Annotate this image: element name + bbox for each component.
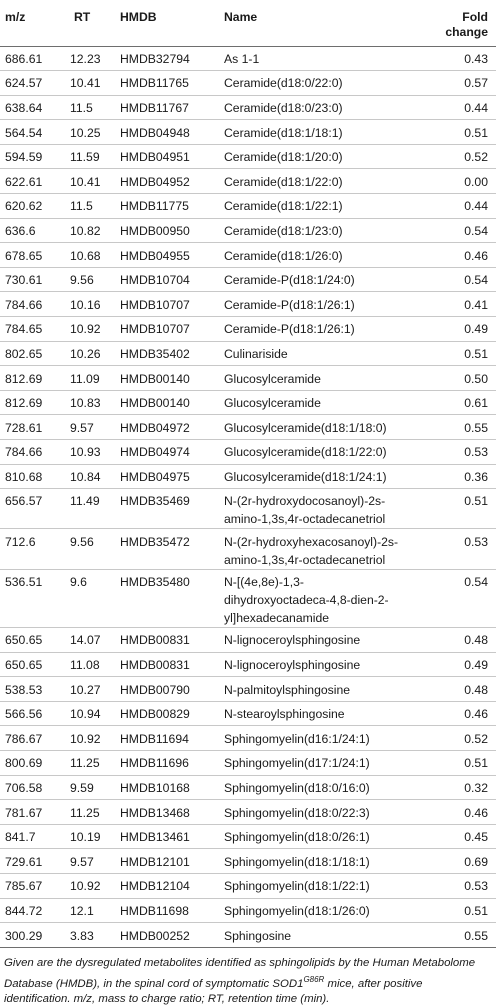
cell-hmdb: HMDB35480 [120,575,190,590]
header-hmdb: HMDB [116,0,214,46]
table-header [0,0,496,46]
cell-name-line: Glucosylceramide(d18:1/24:1) [224,469,387,484]
cell-mz: 656.57 [5,494,43,509]
cell-hmdb: HMDB00831 [120,633,190,648]
cell-rt: 11.09 [70,371,100,386]
cell-name [224,776,426,797]
cell-name [224,489,426,528]
cell-name-line: N-(2r-hydroxydocosanoyl)-2s- [224,494,386,509]
cell-fold-change: 0.00 [464,174,488,189]
table-row [0,726,496,751]
cell-mz: 594.59 [5,150,43,165]
cell-fold-change: 0.53 [464,445,488,460]
cell-fold-change: 0.53 [464,879,488,894]
cell-mz: 784.66 [5,445,43,460]
table-row [0,243,496,268]
cell-name [224,529,426,568]
cell-hmdb: HMDB00140 [120,371,190,386]
table-body [0,46,496,947]
cell-mz: 784.65 [5,322,43,337]
cell-name [224,628,426,649]
table-row [0,824,496,849]
cell-hmdb: HMDB11767 [120,100,189,115]
cell-hmdb: HMDB35472 [120,534,190,549]
cell-fold-change: 0.45 [464,830,488,845]
cell-name [224,800,426,821]
cell-fold-change: 0.49 [464,322,488,337]
cell-hmdb: HMDB32794 [120,51,190,66]
cell-name [224,342,426,363]
cell-name [224,440,426,461]
cell-fold-change: 0.51 [464,903,488,918]
table-row [0,874,496,899]
cell-name-line: N-lignoceroylsphingosine [224,633,361,648]
cell-name-line: dihydroxyoctadeca-4,8-dien-2- [224,593,389,608]
cell-rt: 10.92 [70,879,101,894]
cell-rt: 10.92 [70,731,101,746]
header-mz: m/z [0,0,64,46]
cell-mz: 784.66 [5,297,43,312]
table-row [0,267,496,292]
cell-fold-change: 0.57 [464,76,488,91]
cell-name-line: Sphingomyelin(d18:0/26:1) [224,830,370,845]
table-row [0,169,496,194]
cell-fold-change: 0.43 [464,51,488,66]
cell-mz: 300.29 [5,928,43,943]
cell-name-line: Ceramide(d18:0/23:0) [224,100,343,115]
table-row [0,341,496,366]
cell-fold-change: 0.48 [464,633,488,648]
cell-name-line: Ceramide(d18:1/22:0) [224,174,343,189]
cell-name-line: Glucosylceramide(d18:1/18:0) [224,420,387,435]
caption-text-2: mice, after positive identification. m/z, mass to charge ratio; RT, retention time (min). [4,977,423,1005]
cell-mz: 620.62 [5,199,43,214]
cell-mz: 810.68 [5,469,43,484]
cell-name [224,47,426,68]
cell-hmdb: HMDB12101 [120,854,190,869]
cell-fold-change: 0.55 [464,928,488,943]
cell-name [224,751,426,772]
cell-hmdb: HMDB04974 [120,445,190,460]
cell-name [224,366,426,387]
caption-superscript: G86R [303,974,325,984]
cell-name-line: Sphingomyelin(d17:1/24:1) [224,756,370,771]
cell-name-line: Sphingomyelin(d18:0/22:3) [224,805,370,820]
cell-rt: 10.82 [70,223,101,238]
table-row [0,923,496,948]
cell-name [224,465,426,486]
cell-name [224,292,426,313]
cell-name-line: Ceramide(d18:1/23:0) [224,223,343,238]
table-row [0,701,496,726]
cell-mz: 536.51 [5,575,43,590]
cell-fold-change: 0.44 [464,199,488,214]
cell-fold-change: 0.46 [464,805,488,820]
cell-hmdb: HMDB00829 [120,707,190,722]
table-row [0,464,496,489]
cell-name [224,874,426,895]
cell-fold-change: 0.48 [464,682,488,697]
cell-name [224,570,426,627]
cell-name [224,169,426,190]
cell-fold-change: 0.51 [464,756,488,771]
table-row [0,317,496,342]
cell-name-line: Ceramide(d18:1/22:1) [224,199,343,214]
cell-name-line: Glucosylceramide [224,371,321,386]
cell-mz: 802.65 [5,346,43,361]
cell-rt: 9.57 [70,854,94,869]
cell-hmdb: HMDB11765 [120,76,189,91]
cell-name-line: Ceramide(d18:0/22:0) [224,76,343,91]
table-row [0,628,496,653]
cell-rt: 11.5 [70,100,93,115]
cell-fold-change: 0.51 [464,125,488,140]
cell-mz: 564.54 [5,125,43,140]
cell-name [224,702,426,723]
cell-fold-change: 0.61 [464,396,488,411]
cell-mz: 712.6 [5,534,36,549]
cell-mz: 706.58 [5,780,43,795]
cell-name-line: Ceramide-P(d18:1/26:1) [224,297,355,312]
cell-rt: 9.56 [70,534,94,549]
cell-fold-change: 0.41 [464,297,488,312]
cell-rt: 14.07 [70,633,101,648]
header-rt: RT [64,0,116,46]
cell-fold-change: 0.52 [464,150,488,165]
cell-hmdb: HMDB13461 [120,830,190,845]
cell-fold-change: 0.54 [464,223,488,238]
table-row [0,95,496,120]
cell-rt: 12.23 [70,51,101,66]
table-row [0,652,496,677]
cell-rt: 10.41 [70,174,101,189]
cell-name [224,899,426,920]
cell-name-line: Sphingosine [224,928,292,943]
table-row [0,292,496,317]
cell-name [224,391,426,412]
cell-hmdb: HMDB11698 [120,903,189,918]
cell-rt: 10.92 [70,322,101,337]
cell-rt: 9.57 [70,420,94,435]
cell-mz: 728.61 [5,420,43,435]
cell-fold-change: 0.50 [464,371,488,386]
cell-hmdb: HMDB04948 [120,125,190,140]
cell-name [224,120,426,141]
cell-hmdb: HMDB12104 [120,879,190,894]
cell-fold-change: 0.49 [464,657,488,672]
cell-fold-change: 0.44 [464,100,488,115]
cell-name [224,243,426,264]
cell-fold-change: 0.36 [464,469,488,484]
cell-hmdb: HMDB00252 [120,928,190,943]
cell-mz: 785.67 [5,879,43,894]
cell-fold-change: 0.51 [464,346,488,361]
cell-fold-change: 0.46 [464,707,488,722]
cell-name-line: N-palmitoylsphingosine [224,682,350,697]
cell-name-line: N-(2r-hydroxyhexacosanoyl)-2s- [224,534,399,549]
cell-mz: 650.65 [5,633,43,648]
cell-mz: 678.65 [5,248,43,263]
cell-name [224,825,426,846]
table-caption [4,956,490,1007]
cell-hmdb: HMDB10168 [120,780,190,795]
cell-name-line: amino-1,3s,4r-octadecanetriol [224,512,386,527]
cell-name [224,653,426,674]
cell-rt: 10.83 [70,396,101,411]
table-row [0,415,496,440]
cell-name-line: N-stearoylsphingosine [224,707,345,722]
table-row [0,489,496,529]
cell-name [224,219,426,240]
cell-rt: 10.26 [70,346,101,361]
table-row [0,569,496,627]
cell-hmdb: HMDB10707 [120,297,190,312]
cell-name-line: Ceramide(d18:1/20:0) [224,150,343,165]
cell-rt: 11.5 [70,199,93,214]
cell-mz: 730.61 [5,273,43,288]
cell-hmdb: HMDB04955 [120,248,190,263]
cell-name-line: N-lignoceroylsphingosine [224,657,361,672]
cell-rt: 9.59 [70,780,94,795]
cell-mz: 729.61 [5,854,43,869]
cell-rt: 10.16 [70,297,101,312]
header-name: Name [214,0,426,46]
cell-hmdb: HMDB00790 [120,682,190,697]
cell-fold-change: 0.52 [464,731,488,746]
cell-mz: 538.53 [5,682,43,697]
table-row [0,440,496,465]
table-row [0,800,496,825]
cell-name [224,726,426,747]
cell-name-line: N-[(4e,8e)-1,3- [224,575,304,590]
cell-mz: 812.69 [5,371,43,386]
cell-hmdb: HMDB00831 [120,657,190,672]
cell-hmdb: HMDB10704 [120,273,190,288]
cell-name [224,415,426,436]
cell-hmdb: HMDB00950 [120,223,190,238]
cell-name-line: Sphingomyelin(d18:0/16:0) [224,780,370,795]
cell-mz: 622.61 [5,174,43,189]
table-row [0,144,496,169]
cell-mz: 800.69 [5,756,43,771]
cell-name [224,145,426,166]
table-row [0,120,496,145]
cell-mz: 624.57 [5,76,43,91]
table-row [0,849,496,874]
cell-name [224,677,426,698]
cell-fold-change: 0.69 [464,854,488,869]
cell-rt: 10.93 [70,445,101,460]
cell-mz: 812.69 [5,396,43,411]
table-row [0,775,496,800]
cell-hmdb: HMDB10707 [120,322,190,337]
cell-name-line: Ceramide-P(d18:1/26:1) [224,322,355,337]
cell-rt: 10.84 [70,469,101,484]
cell-mz: 650.65 [5,657,43,672]
cell-rt: 9.6 [70,575,87,590]
cell-hmdb: HMDB13468 [120,805,190,820]
cell-name-line: Glucosylceramide [224,396,321,411]
cell-name-line: Ceramide(d18:1/18:1) [224,125,343,140]
table-row [0,194,496,219]
cell-mz: 686.61 [5,51,43,66]
cell-rt: 3.83 [70,928,94,943]
table-row [0,898,496,923]
cell-name-line: Ceramide(d18:1/26:0) [224,248,343,263]
cell-hmdb: HMDB11775 [120,199,189,214]
cell-hmdb: HMDB35469 [120,494,190,509]
cell-hmdb: HMDB04952 [120,174,190,189]
table-row [0,677,496,702]
header-fold-change: Fold change [426,0,496,46]
cell-rt: 11.49 [70,494,100,509]
table-row [0,529,496,569]
cell-name [224,71,426,92]
cell-mz: 566.56 [5,707,43,722]
cell-name-line: Culinariside [224,346,288,361]
cell-rt: 10.68 [70,248,101,263]
cell-name [224,96,426,117]
table-row [0,390,496,415]
cell-name-line: Sphingomyelin(d18:1/26:0) [224,903,370,918]
cell-rt: 10.94 [70,707,101,722]
cell-hmdb: HMDB04972 [120,420,190,435]
cell-fold-change: 0.32 [464,780,488,795]
cell-name-line: As 1-1 [224,51,260,66]
cell-fold-change: 0.46 [464,248,488,263]
cell-name-line: yl]hexadecanamide [224,611,330,626]
cell-fold-change: 0.54 [464,273,488,288]
table-row [0,46,496,71]
cell-name-line: Sphingomyelin(d18:1/18:1) [224,854,370,869]
cell-rt: 10.25 [70,125,101,140]
cell-name [224,268,426,289]
cell-hmdb: HMDB35402 [120,346,190,361]
cell-hmdb: HMDB11696 [120,756,189,771]
cell-hmdb: HMDB04975 [120,469,190,484]
cell-fold-change: 0.51 [464,494,488,509]
cell-name-line: Sphingomyelin(d18:1/22:1) [224,879,370,894]
cell-name [224,923,426,944]
cell-mz: 844.72 [5,903,43,918]
cell-mz: 781.67 [5,805,43,820]
cell-name [224,194,426,215]
cell-name-line: Glucosylceramide(d18:1/22:0) [224,445,387,460]
cell-rt: 12.1 [70,903,94,918]
cell-rt: 11.25 [70,805,100,820]
cell-hmdb: HMDB00140 [120,396,190,411]
cell-rt: 10.19 [70,830,101,845]
table-row [0,218,496,243]
table-row [0,751,496,776]
cell-name-line: Ceramide-P(d18:1/24:0) [224,273,355,288]
cell-name [224,317,426,338]
cell-hmdb: HMDB11694 [120,731,189,746]
table-row [0,366,496,391]
cell-rt: 11.25 [70,756,100,771]
cell-rt: 10.41 [70,76,101,91]
cell-rt: 10.27 [70,682,101,697]
cell-name-line: Sphingomyelin(d16:1/24:1) [224,731,370,746]
table-row [0,71,496,96]
cell-mz: 841.7 [5,830,36,845]
cell-rt: 11.08 [70,657,100,672]
cell-rt: 9.56 [70,273,94,288]
cell-fold-change: 0.55 [464,420,488,435]
cell-mz: 786.67 [5,731,43,746]
cell-mz: 636.6 [5,223,36,238]
cell-rt: 11.59 [70,150,100,165]
cell-hmdb: HMDB04951 [120,150,190,165]
cell-mz: 638.64 [5,100,43,115]
caption-text-1: Given are the dysregulated metabolites identified as sphingolipids by the Human Metabolome Database (HMDB), in the spinal cord of symptomatic SOD1 [4,957,476,990]
cell-fold-change: 0.54 [464,575,488,590]
cell-fold-change: 0.53 [464,534,488,549]
cell-name-line: amino-1,3s,4r-octadecanetriol [224,552,386,567]
cell-name [224,849,426,870]
